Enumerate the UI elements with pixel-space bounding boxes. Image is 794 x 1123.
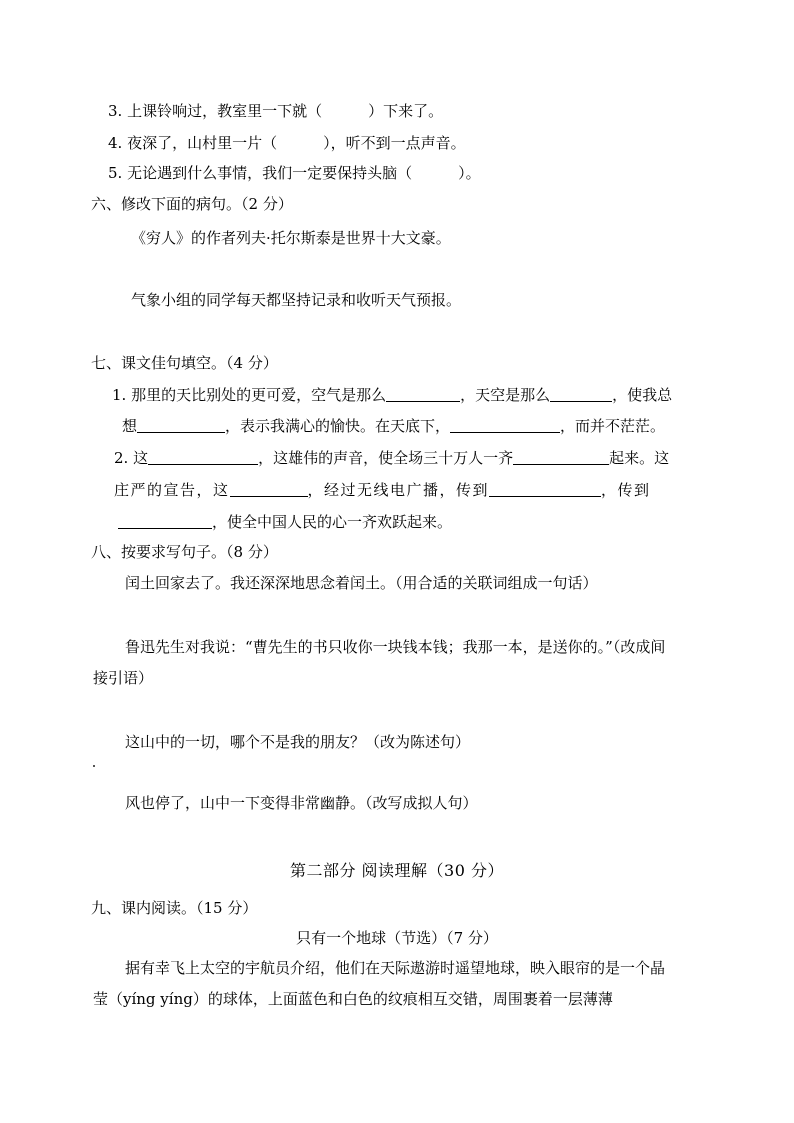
cloze-1-line-2: 想 ，表示我满心的愉快。在天底下， ，而并不茫茫。	[122, 417, 666, 435]
cloze-1-line-1: 1. 那里的天比别处的更可爱，空气是那么 ，天空是那么 ，使我总	[112, 386, 673, 404]
answer-blank[interactable]	[148, 450, 258, 465]
fill-item-4: 4. 夜深了，山村里一片（ ），听不到一点声音。	[108, 134, 466, 152]
section-9-heading: 九、课内阅读。（15 分）	[91, 899, 258, 917]
faulty-sentence-1: 《穷人》的作者列夫·托尔斯泰是世界十大文豪。	[131, 229, 451, 247]
rewrite-task-4: 风也停了，山中一下变得非常幽静。（改写成拟人句）	[125, 794, 478, 812]
section-6-heading: 六、修改下面的病句。（2 分）	[91, 195, 293, 213]
passage-title: 只有一个地球（节选）（7 分）	[296, 929, 498, 947]
answer-blank[interactable]	[489, 482, 601, 497]
answer-blank[interactable]	[230, 482, 308, 497]
cloze-2-line-1: 2. 这 ，这雄伟的声音，使全场三十万人一齐 起来。这	[114, 449, 670, 467]
answer-blank[interactable]	[118, 514, 212, 529]
part-2-title: 第二部分 阅读理解（30 分）	[289, 861, 505, 880]
answer-blank[interactable]	[137, 418, 225, 433]
cloze-2-line-2: 庄严的宣告，这 ，经过无线电广播，传到 ，传到	[114, 481, 651, 499]
answer-blank[interactable]	[513, 450, 609, 465]
cloze-2-line-3: ，使全中国人民的心一齐欢跃起来。	[118, 512, 452, 532]
passage-line-2: 莹（yíng yíng）的球体，上面蓝色和白色的纹痕相互交错，周围裹着一层薄薄	[93, 990, 613, 1008]
section-7-heading: 七、课文佳句填空。（4 分）	[91, 354, 278, 372]
answer-blank[interactable]	[550, 387, 612, 402]
answer-blank[interactable]	[450, 418, 560, 433]
rewrite-task-1: 闰土回家去了。我还深深地思念着闰土。（用合适的关联词组成一句话）	[125, 574, 598, 592]
faulty-sentence-2: 气象小组的同学每天都坚持记录和收听天气预报。	[131, 291, 462, 309]
stray-mark	[93, 765, 95, 767]
rewrite-task-2-cont: 接引语）	[93, 669, 154, 687]
rewrite-task-2: 鲁迅先生对我说：“曹先生的书只收你一块钱本钱；我那一本，是送你的。”（改成间	[125, 638, 666, 656]
section-8-heading: 八、按要求写句子。（8 分）	[91, 543, 278, 561]
passage-line-1: 据有幸飞上太空的宇航员介绍，他们在天际遨游时遥望地球，映入眼帘的是一个晶	[125, 959, 666, 977]
fill-item-5: 5. 无论遇到什么事情，我们一定要保持头脑（ ）。	[108, 164, 481, 182]
answer-blank[interactable]	[386, 387, 460, 402]
rewrite-task-3: 这山中的一切，哪个不是我的朋友？（改为陈述句）	[125, 733, 471, 751]
fill-item-3: 3. 上课铃响过，教室里一下就（ ）下来了。	[108, 102, 444, 120]
